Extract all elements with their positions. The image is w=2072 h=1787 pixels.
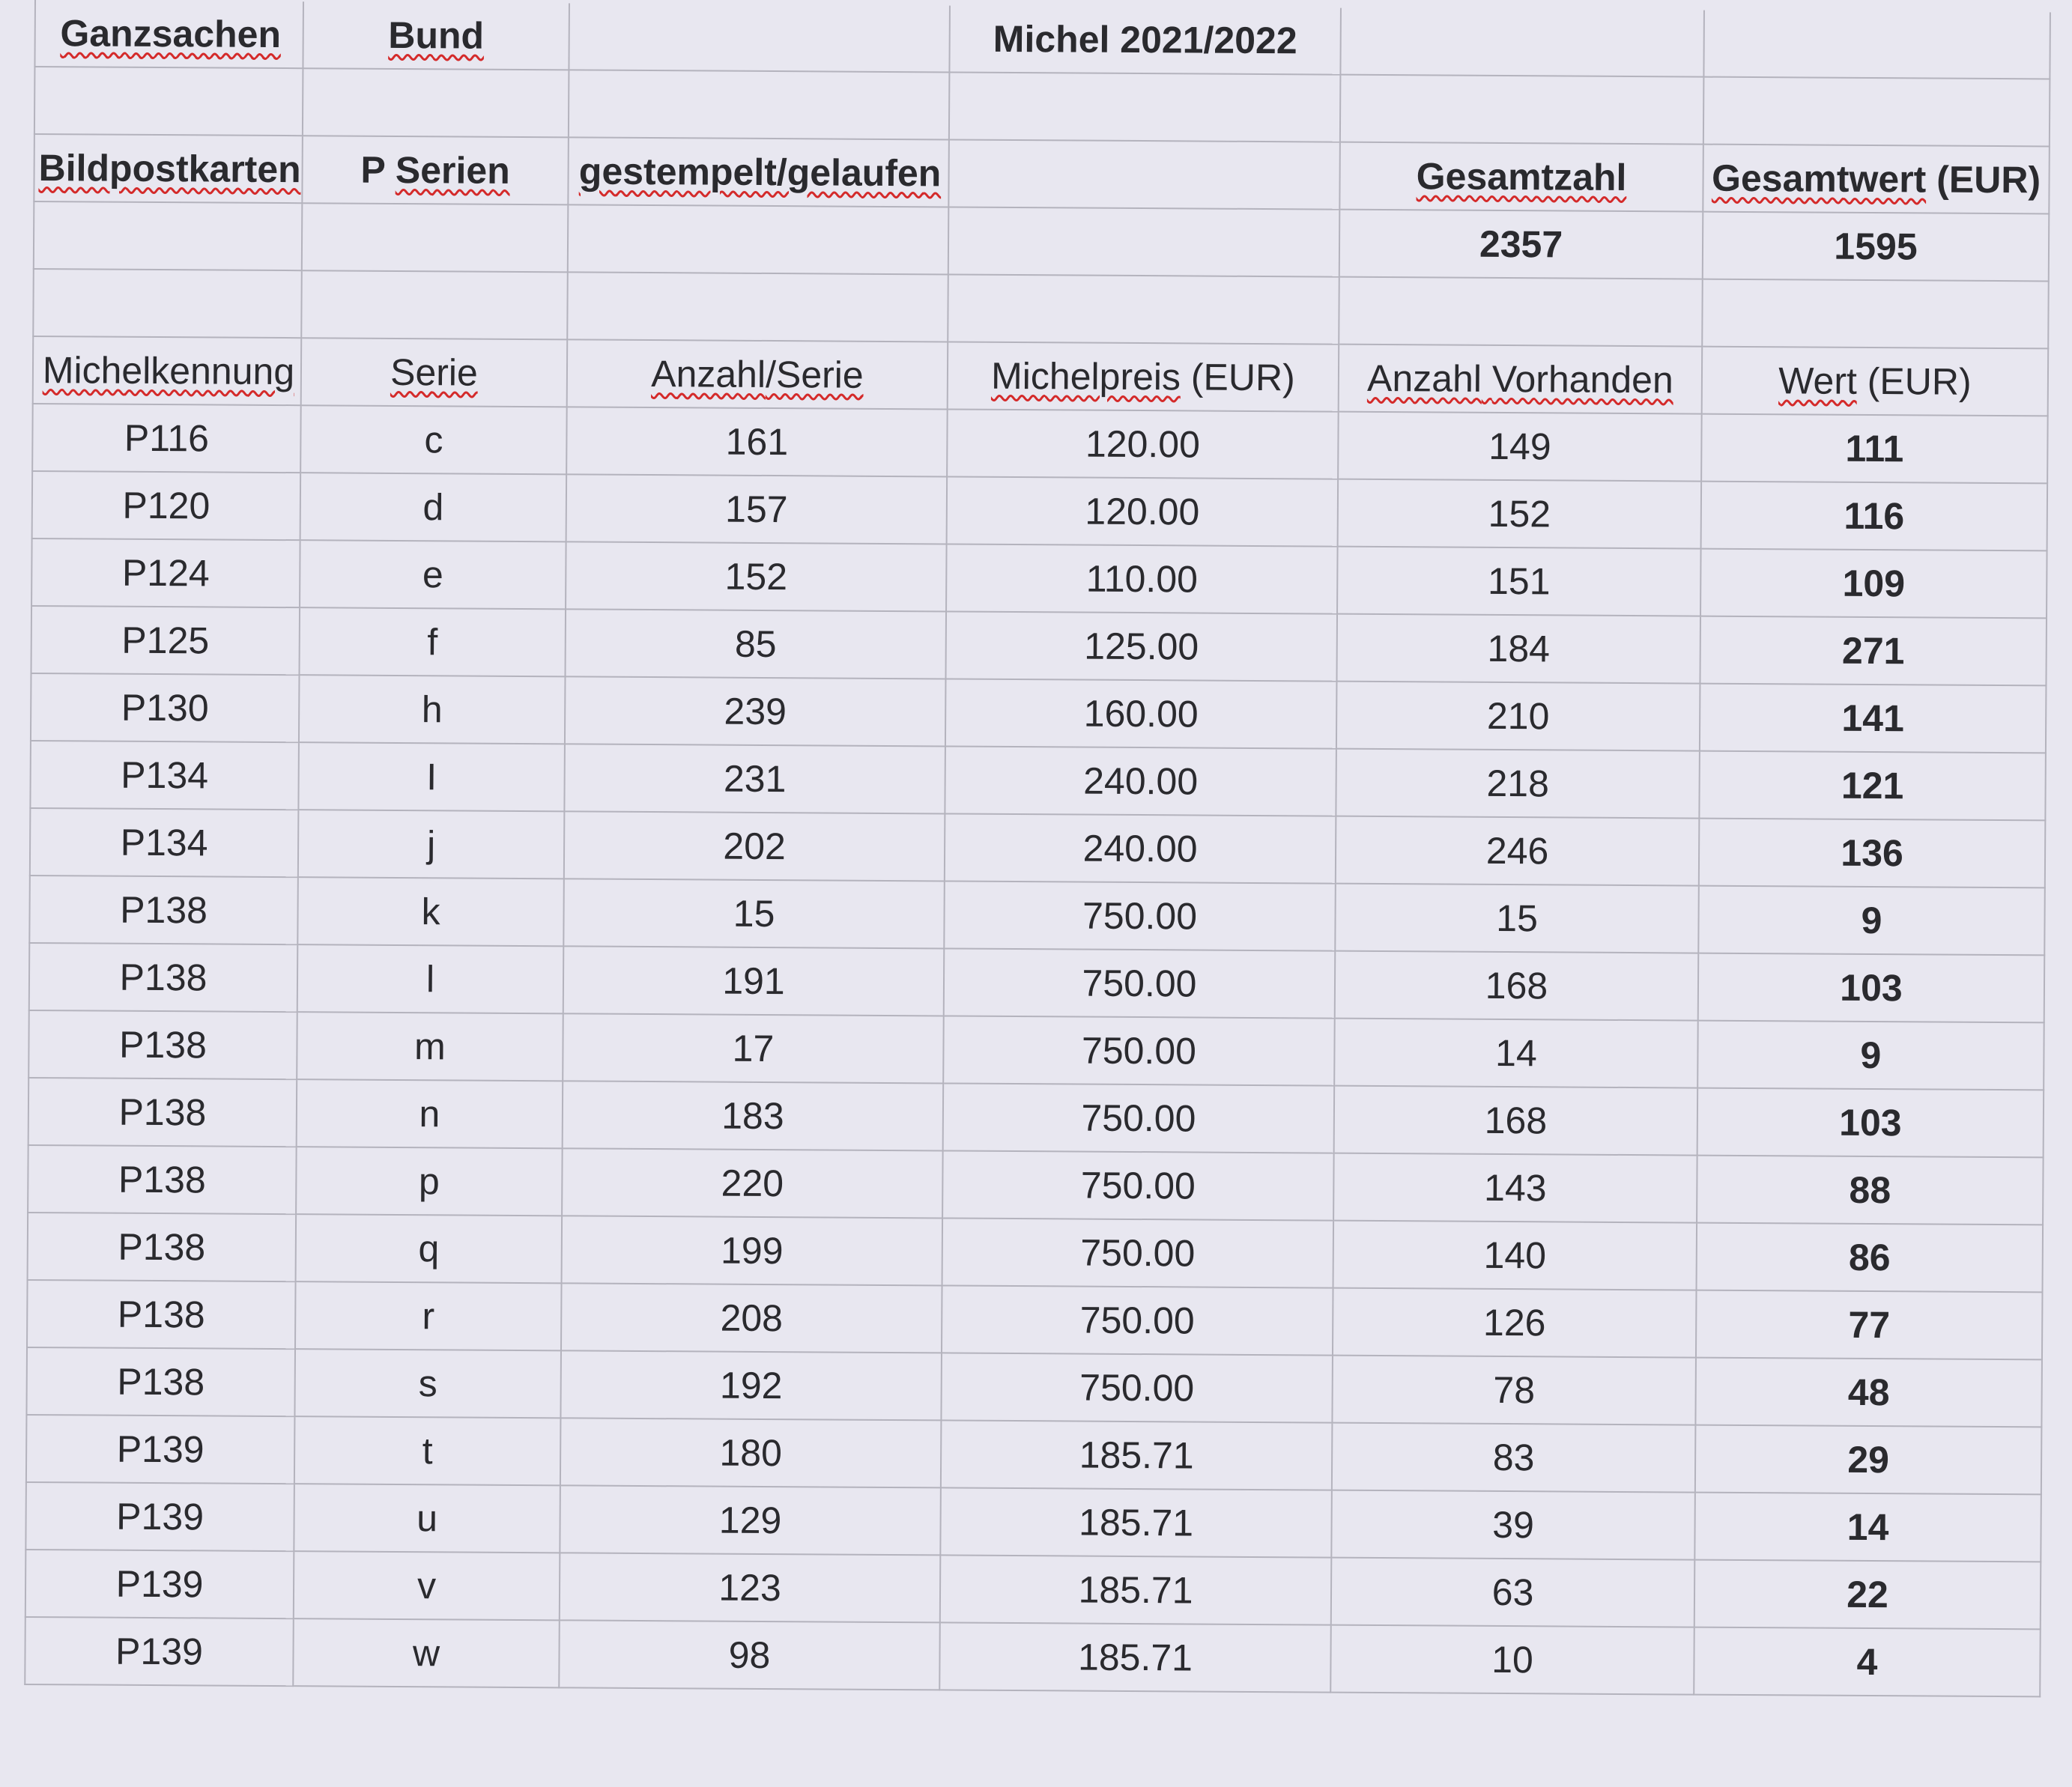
cell-michelkennung[interactable]: P138 [29, 943, 298, 1012]
cell-empty[interactable] [948, 139, 1340, 209]
table-row [28, 1078, 2044, 1157]
cell-serie[interactable]: k [297, 877, 564, 946]
serie-label: Serie [390, 351, 479, 394]
cell-serie[interactable]: r [295, 1281, 562, 1350]
cell-michel-catalog[interactable] [949, 5, 1341, 74]
cell-empty[interactable] [302, 203, 569, 272]
cell-wert[interactable]: 29 [1695, 1425, 2042, 1495]
michel-catalog-label: Michel 2021/2022 [993, 17, 1297, 62]
cell-wert[interactable]: 111 [1701, 414, 2048, 484]
cell-anzahl-serie[interactable]: 157 [566, 474, 948, 544]
cell-michelkennung[interactable]: P139 [25, 1550, 294, 1618]
header-michelkennung[interactable] [33, 336, 302, 405]
cell-serie[interactable]: s [294, 1349, 561, 1418]
cell-empty[interactable] [948, 274, 1339, 344]
cell-empty[interactable] [34, 201, 303, 270]
cell-empty[interactable] [1703, 10, 2050, 79]
cell-anzahl-vorhanden[interactable]: 184 [1336, 614, 1700, 684]
header-row-category [34, 134, 2049, 213]
cell-p-serien[interactable] [302, 136, 569, 204]
ganzsachen-label: Ganzsachen [60, 12, 282, 56]
cell-wert[interactable]: 103 [1698, 953, 2045, 1023]
wert-label: Wert [1778, 359, 1858, 402]
cell-empty[interactable] [34, 67, 303, 136]
cell-anzahl-vorhanden[interactable]: 126 [1333, 1288, 1697, 1358]
table-row [31, 538, 2047, 618]
cell-anzahl-vorhanden[interactable]: 14 [1334, 1019, 1698, 1088]
cell-michelpreis[interactable]: 750.00 [944, 881, 1336, 950]
cell-michelpreis[interactable]: 185.71 [940, 1555, 1332, 1624]
cell-michelkennung[interactable]: P138 [29, 876, 298, 944]
cell-michelpreis[interactable]: 750.00 [943, 1016, 1335, 1085]
cell-anzahl-vorhanden[interactable]: 83 [1332, 1423, 1696, 1493]
cell-serie[interactable]: p [296, 1147, 563, 1216]
cell-michelkennung[interactable]: P138 [26, 1347, 295, 1416]
cell-serie[interactable]: d [300, 473, 567, 541]
cell-michelpreis[interactable]: 750.00 [942, 1218, 1334, 1287]
cell-michelkennung[interactable]: P124 [31, 538, 300, 607]
cell-serie[interactable]: l [297, 944, 564, 1013]
table-row [30, 741, 2045, 820]
cell-anzahl-serie[interactable]: 202 [564, 811, 945, 881]
cell-wert[interactable]: 22 [1694, 1560, 2041, 1630]
cell-anzahl-serie[interactable]: 161 [566, 407, 948, 476]
totals-row [34, 201, 2049, 281]
cell-michelkennung[interactable]: P139 [25, 1617, 294, 1686]
table-row [28, 1010, 2044, 1090]
cell-serie[interactable]: e [300, 540, 566, 609]
gesamtzahl-label: Gesamtzahl [1416, 155, 1627, 198]
cell-serie[interactable]: m [297, 1012, 563, 1081]
cell-michelkennung[interactable]: P139 [26, 1415, 295, 1484]
anzahl-word: Anzahl [1366, 357, 1482, 400]
cell-wert[interactable]: 103 [1697, 1088, 2044, 1158]
cell-anzahl-serie[interactable]: 183 [563, 1081, 944, 1150]
cell-gesamtwert[interactable] [1703, 145, 2050, 214]
cell-anzahl-vorhanden[interactable]: 246 [1336, 816, 1700, 886]
cell-wert[interactable]: 136 [1699, 819, 2046, 888]
michelpreis-unit: (EUR) [1190, 356, 1295, 399]
header-anzahl-serie[interactable] [567, 339, 948, 409]
cell-wert[interactable]: 14 [1694, 1493, 2041, 1562]
cell-anzahl-vorhanden[interactable]: 39 [1331, 1490, 1695, 1560]
cell-michelkennung[interactable]: P138 [28, 1078, 297, 1147]
cell-michelkennung[interactable]: P116 [32, 404, 301, 473]
cell-wert[interactable]: 88 [1697, 1156, 2044, 1225]
cell-serie[interactable]: q [296, 1214, 563, 1283]
cell-michelkennung[interactable]: P138 [28, 1213, 297, 1281]
cell-empty[interactable] [567, 272, 948, 342]
table-row [29, 876, 2044, 955]
cell-wert[interactable]: 141 [1700, 684, 2047, 753]
cell-michelpreis[interactable]: 125.00 [945, 611, 1337, 681]
serien-label: Serien [395, 148, 510, 192]
cell-michelkennung[interactable]: P120 [32, 471, 301, 540]
cell-wert[interactable]: 109 [1700, 549, 2047, 619]
cell-anzahl-vorhanden[interactable]: 151 [1337, 547, 1701, 616]
bildpostkarten-label: Bildpostkarten [38, 147, 301, 191]
cell-bund[interactable] [303, 1, 569, 70]
cell-michelpreis[interactable]: 185.71 [940, 1487, 1332, 1557]
cell-michelkennung[interactable]: P130 [31, 673, 300, 742]
table-row [26, 1347, 2041, 1427]
gestempelt-label: gestempelt/gelaufen [578, 150, 942, 195]
cell-anzahl-vorhanden[interactable]: 152 [1338, 479, 1702, 549]
cell-wert[interactable]: 116 [1701, 482, 2048, 551]
wert-unit: (EUR) [1867, 359, 1972, 403]
cell-michelkennung[interactable]: P138 [27, 1280, 296, 1349]
cell-empty[interactable] [569, 70, 950, 139]
cell-anzahl-vorhanden[interactable]: 168 [1335, 951, 1699, 1021]
header-row-title [34, 0, 2050, 79]
cell-empty[interactable] [303, 68, 569, 137]
empty-row [33, 269, 2048, 348]
cell-wert[interactable]: 77 [1696, 1290, 2043, 1360]
cell-empty[interactable] [568, 204, 949, 274]
cell-anzahl-serie[interactable]: 17 [563, 1013, 944, 1083]
cell-empty[interactable] [301, 270, 568, 339]
gesamtwert-unit: (EUR) [1936, 158, 2041, 201]
table-row [28, 1145, 2043, 1225]
cell-gesamtwert-value[interactable]: 1595 [1703, 212, 2050, 282]
cell-michelpreis[interactable]: 750.00 [943, 1083, 1335, 1153]
cell-empty[interactable] [1340, 8, 1704, 77]
cell-empty[interactable] [33, 269, 302, 338]
table-row [25, 1482, 2041, 1562]
table-row [30, 808, 2045, 888]
cell-bildpostkarten[interactable] [34, 134, 303, 203]
cell-anzahl-serie[interactable]: 129 [560, 1485, 941, 1555]
cell-wert[interactable]: 9 [1698, 886, 2045, 956]
gesamtwert-label: Gesamtwert [1711, 157, 1927, 201]
table-row [28, 1213, 2043, 1292]
cell-serie[interactable]: I [298, 742, 565, 811]
cell-anzahl-serie[interactable]: 231 [564, 744, 945, 813]
cell-anzahl-serie[interactable]: 192 [560, 1350, 942, 1420]
cell-michelpreis[interactable]: 185.71 [941, 1420, 1333, 1490]
cell-serie[interactable]: f [300, 607, 566, 676]
cell-anzahl-serie[interactable]: 208 [561, 1283, 942, 1353]
table-row [31, 673, 2046, 753]
cell-michelkennung[interactable]: P139 [25, 1482, 294, 1551]
cell-serie[interactable]: u [294, 1484, 560, 1553]
anzahl-serie-label [651, 353, 864, 396]
bund-label: Bund [388, 13, 485, 57]
michelkennung-label: Michelkennung [42, 349, 295, 393]
cell-michelkennung[interactable]: P134 [30, 741, 299, 810]
cell-empty[interactable] [1340, 75, 1704, 145]
cell-anzahl-serie[interactable]: 191 [563, 946, 945, 1016]
table-row [32, 471, 2047, 550]
cell-michelpreis[interactable]: 240.00 [945, 813, 1336, 883]
table-row [31, 606, 2047, 685]
cell-anzahl-vorhanden[interactable]: 63 [1331, 1558, 1695, 1627]
cell-empty[interactable] [569, 3, 950, 72]
michelpreis-label: Michelpreis [990, 354, 1181, 398]
cell-anzahl-vorhanden[interactable]: 78 [1332, 1356, 1696, 1425]
cell-wert[interactable]: 48 [1695, 1358, 2042, 1428]
empty-row [34, 67, 2050, 146]
cell-anzahl-serie[interactable]: 239 [565, 676, 946, 746]
cell-anzahl-vorhanden[interactable]: 168 [1334, 1086, 1698, 1156]
cell-michelkennung[interactable]: P138 [28, 1145, 297, 1214]
cell-michelpreis[interactable]: 120.00 [947, 409, 1339, 479]
cell-ganzsachen[interactable] [34, 0, 303, 68]
table-row [25, 1550, 2041, 1629]
cell-serie[interactable]: h [299, 675, 566, 744]
table-row [27, 1280, 2042, 1359]
cell-michelkennung[interactable]: P134 [30, 808, 299, 877]
cell-anzahl-vorhanden[interactable]: 143 [1333, 1153, 1697, 1223]
cell-empty[interactable] [1703, 77, 2050, 147]
anzahl-suffix-label: /Serie [765, 353, 864, 396]
cell-michelpreis[interactable]: 750.00 [944, 948, 1336, 1018]
cell-anzahl-vorhanden[interactable]: 210 [1336, 682, 1700, 751]
cell-wert[interactable]: 4 [1694, 1627, 2041, 1697]
cell-anzahl-vorhanden[interactable]: 140 [1333, 1221, 1697, 1290]
cell-empty[interactable] [948, 207, 1340, 276]
cell-anzahl-vorhanden[interactable]: 149 [1338, 412, 1702, 482]
cell-michelkennung[interactable]: P125 [31, 606, 300, 675]
cell-michelpreis[interactable]: 240.00 [945, 746, 1336, 816]
table-row [25, 1617, 2040, 1696]
cell-michelpreis[interactable]: 185.71 [939, 1622, 1331, 1692]
header-michelpreis[interactable] [948, 342, 1339, 411]
cell-anzahl-serie[interactable]: 98 [559, 1620, 940, 1690]
p-prefix-label: P [360, 148, 386, 191]
table-row [26, 1415, 2041, 1494]
cell-anzahl-vorhanden[interactable]: 15 [1335, 884, 1699, 953]
collection-table [24, 0, 2051, 1697]
cell-serie[interactable]: w [293, 1618, 560, 1687]
cell-empty[interactable] [1702, 279, 2049, 349]
cell-wert[interactable]: 271 [1700, 616, 2047, 686]
cell-anzahl-serie[interactable]: 220 [562, 1148, 943, 1218]
cell-michelkennung[interactable]: P138 [28, 1010, 297, 1079]
cell-gesamtzahl[interactable] [1339, 142, 1703, 212]
cell-michelpreis[interactable]: 160.00 [945, 679, 1337, 748]
cell-michelpreis[interactable]: 120.00 [947, 476, 1339, 546]
cell-serie[interactable]: j [298, 810, 565, 879]
cell-michelpreis[interactable]: 750.00 [942, 1150, 1334, 1220]
header-serie[interactable] [301, 338, 568, 407]
anzahl-vorhanden-label [1367, 357, 1673, 401]
cell-anzahl-serie[interactable]: 123 [560, 1553, 941, 1622]
cell-anzahl-vorhanden[interactable]: 218 [1336, 749, 1700, 819]
cell-empty[interactable] [949, 72, 1341, 142]
header-anzahl-vorhanden[interactable] [1339, 345, 1703, 414]
cell-wert[interactable]: 121 [1699, 751, 2046, 821]
cell-anzahl-vorhanden[interactable]: 10 [1330, 1625, 1694, 1695]
table-row [32, 404, 2047, 483]
cell-anzahl-serie[interactable]: 15 [563, 879, 945, 948]
cell-michelpreis[interactable]: 750.00 [942, 1285, 1333, 1355]
spreadsheet-sheet [24, 0, 2050, 1765]
anzahl-prefix-label: Anzahl [651, 353, 766, 395]
cell-michelpreis[interactable]: 750.00 [941, 1353, 1333, 1422]
cell-gesamtzahl-value[interactable]: 2357 [1339, 210, 1703, 279]
cell-serie[interactable]: c [300, 405, 567, 474]
cell-anzahl-serie[interactable]: 199 [562, 1216, 943, 1285]
column-header-row [33, 336, 2048, 416]
cell-serie[interactable]: t [294, 1416, 561, 1485]
cell-serie[interactable]: n [297, 1079, 563, 1148]
table-row [29, 943, 2044, 1022]
vorhanden-word: Vorhanden [1491, 357, 1673, 401]
cell-michelpreis[interactable]: 110.00 [946, 544, 1338, 613]
cell-gestempelt[interactable] [568, 137, 949, 207]
cell-wert[interactable]: 86 [1697, 1223, 2044, 1293]
cell-anzahl-serie[interactable]: 180 [560, 1418, 942, 1487]
header-wert[interactable] [1702, 347, 2049, 416]
cell-empty[interactable] [1339, 277, 1703, 347]
cell-wert[interactable]: 9 [1697, 1021, 2044, 1090]
cell-anzahl-serie[interactable]: 85 [565, 609, 946, 679]
cell-anzahl-serie[interactable]: 152 [566, 541, 947, 611]
cell-serie[interactable]: v [294, 1551, 560, 1620]
